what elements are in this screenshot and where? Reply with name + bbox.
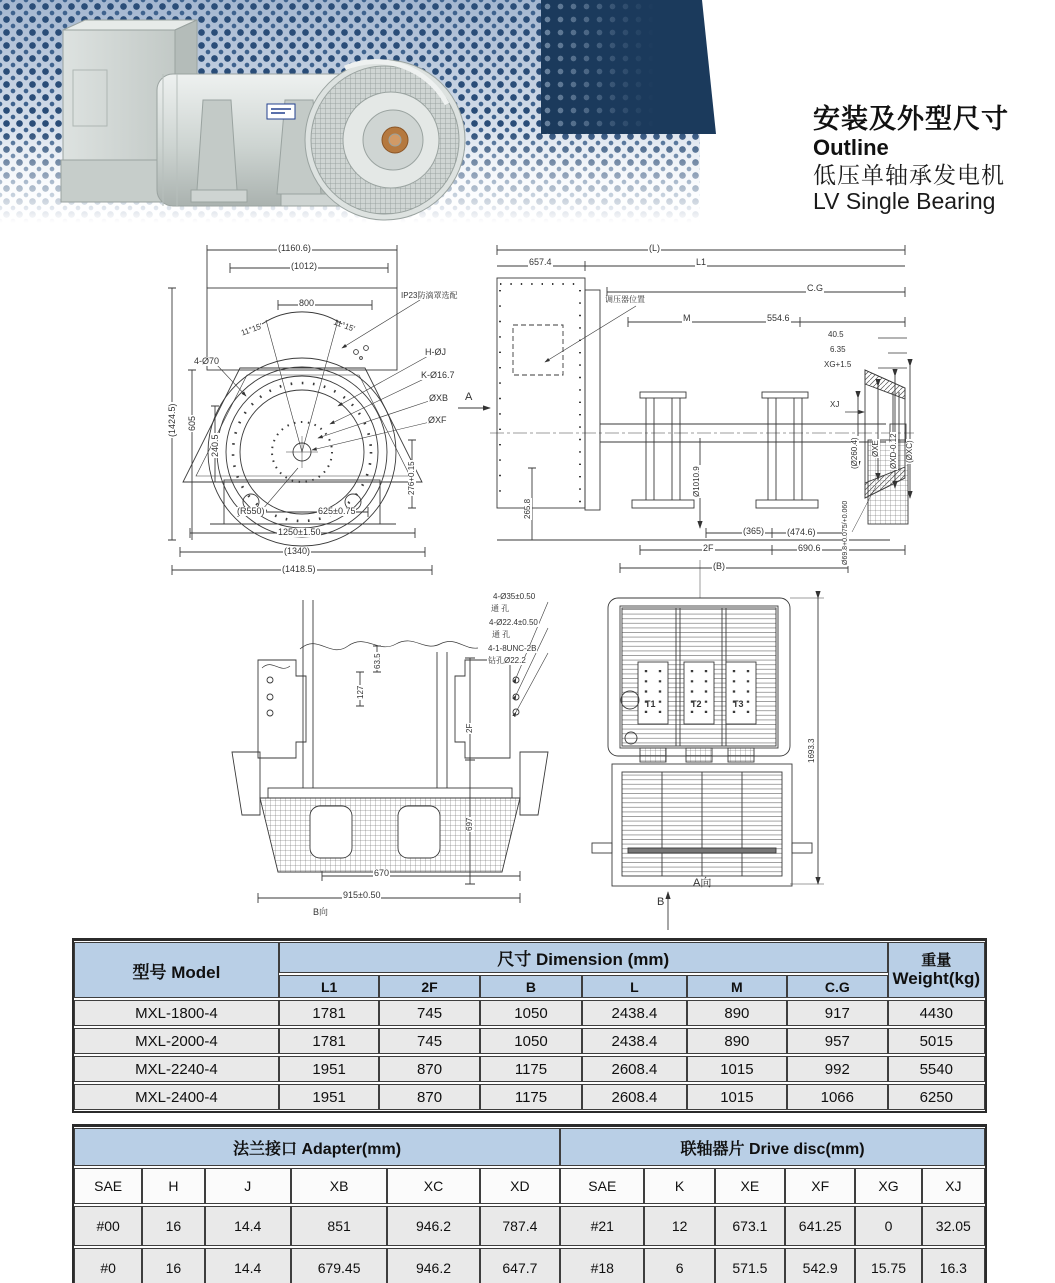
- terminal-label: T3: [733, 699, 744, 709]
- table-cell: 15.75: [855, 1248, 921, 1283]
- dim-label: (R550): [237, 506, 265, 516]
- table-row: [74, 1206, 985, 1246]
- table-cell: 1951: [279, 1084, 379, 1110]
- col-header: XJ: [922, 1168, 985, 1204]
- col-header: SAE: [560, 1168, 644, 1204]
- col-header: XB: [291, 1168, 387, 1204]
- table-cell: 5540: [888, 1056, 985, 1082]
- dim-label: ØXE: [871, 440, 880, 457]
- table-cell: 6: [644, 1248, 714, 1283]
- table-cell: 1951: [279, 1056, 379, 1082]
- table-cell: 890: [687, 1000, 787, 1026]
- table-cell: 1175: [480, 1056, 582, 1082]
- dim-label: ØXB: [429, 393, 449, 403]
- dim-label: C.G: [807, 283, 824, 293]
- dim-label: 605: [187, 415, 197, 431]
- dim-label: 657.4: [529, 257, 552, 267]
- header-weight-cn: 重量: [921, 951, 952, 969]
- table-cell: #0: [74, 1248, 142, 1283]
- table-cell: 16: [142, 1206, 204, 1246]
- dim-label: 265.8: [523, 498, 532, 519]
- col-header: XE: [715, 1168, 785, 1204]
- table-cell: 16.3: [922, 1248, 985, 1283]
- table-cell: 957: [787, 1028, 887, 1054]
- dim-label: 4-1-8UNC-2B: [488, 644, 537, 653]
- dim-label: Ø69.8+0.075/+0.060: [842, 500, 849, 565]
- header-weight-en: Weight(kg): [892, 968, 981, 988]
- dim-label: (ØXC): [905, 440, 914, 463]
- table-cell: 946.2: [387, 1206, 479, 1246]
- view-label: B向: [313, 907, 329, 917]
- dim-label: 625±0.75: [318, 506, 356, 516]
- table-cell: 1015: [687, 1084, 787, 1110]
- table-cell: 14.4: [205, 1248, 291, 1283]
- table-cell: 12: [644, 1206, 714, 1246]
- dim-label: 4-Ø35±0.50: [493, 592, 536, 601]
- table-cell: 917: [787, 1000, 887, 1026]
- dim-label: ØXF: [428, 415, 447, 425]
- dim-label: (L): [649, 243, 660, 253]
- view-label: A向: [693, 877, 712, 889]
- dim-label: (1418.5): [282, 564, 316, 574]
- table-cell: 851: [291, 1206, 387, 1246]
- table-cell: 32.05: [922, 1206, 985, 1246]
- table-cell: 571.5: [715, 1248, 785, 1283]
- dim-label: (1012): [291, 261, 318, 271]
- dim-label: Ø1010.9: [692, 466, 701, 497]
- table-cell: 870: [379, 1056, 479, 1082]
- table-cell: #18: [560, 1248, 644, 1283]
- group-header-adapter: 法兰接口 Adapter(mm): [74, 1128, 560, 1166]
- model-cell: MXL-2240-4: [74, 1056, 279, 1082]
- table-cell: 1066: [787, 1084, 887, 1110]
- dim-label: 40.5: [828, 330, 844, 339]
- page-subtitle-cn: 低压单轴承发电机: [813, 161, 1005, 188]
- model-cell: MXL-1800-4: [74, 1000, 279, 1026]
- col-header: 2F: [379, 975, 479, 998]
- table-cell: 870: [379, 1084, 479, 1110]
- dim-label: 4-Ø70: [194, 356, 220, 366]
- dim-label: 240.5: [210, 434, 220, 457]
- table-cell: 787.4: [480, 1206, 560, 1246]
- terminal-label: T1: [645, 699, 656, 709]
- col-header: SAE: [74, 1168, 142, 1204]
- col-header: M: [687, 975, 787, 998]
- model-cell: MXL-2000-4: [74, 1028, 279, 1054]
- dim-label: 554.6: [767, 313, 790, 323]
- table-cell: 946.2: [387, 1248, 479, 1283]
- col-header: J: [205, 1168, 291, 1204]
- table-row: [74, 1084, 985, 1110]
- dim-label: 通 孔: [492, 630, 511, 639]
- dim-label: 1250±1.50: [278, 527, 321, 537]
- table-cell: 890: [687, 1028, 787, 1054]
- dim-label: (1340): [284, 546, 311, 556]
- dim-label: 6.35: [830, 345, 846, 354]
- page-title-cn: 安装及外型尺寸: [813, 104, 1009, 134]
- dim-label: (365): [743, 526, 765, 536]
- dim-label: 调压器位置: [605, 295, 645, 304]
- table-row: [74, 1000, 985, 1026]
- front-view: [168, 245, 432, 575]
- col-header: C.G: [787, 975, 887, 998]
- col-header: L: [582, 975, 686, 998]
- table-cell: 992: [787, 1056, 887, 1082]
- dim-label: 2F: [465, 723, 474, 733]
- col-header: XC: [387, 1168, 479, 1204]
- dim-label: H-ØJ: [425, 347, 446, 357]
- table-cell: 1050: [480, 1000, 582, 1026]
- grille-view: [592, 560, 824, 930]
- col-header: XD: [480, 1168, 560, 1204]
- dim-label: ØXD-0.12: [889, 433, 898, 469]
- table-cell: 745: [379, 1000, 479, 1026]
- col-header: L1: [279, 975, 379, 998]
- table-cell: 2608.4: [582, 1056, 686, 1082]
- table-cell: 4430: [888, 1000, 985, 1026]
- table-cell: 0: [855, 1206, 921, 1246]
- table-cell: 2438.4: [582, 1028, 686, 1054]
- table-cell: #00: [74, 1206, 142, 1246]
- view-arrow-label: B: [657, 896, 665, 908]
- dim-label: K-Ø16.7: [421, 370, 455, 380]
- view-arrow-label: A: [465, 391, 473, 403]
- header-weight: [888, 942, 985, 998]
- table-cell: 1781: [279, 1000, 379, 1026]
- col-header: H: [142, 1168, 204, 1204]
- dim-label: 11°15′: [239, 321, 264, 338]
- dim-label: 通 孔: [491, 604, 510, 613]
- table-cell: #21: [560, 1206, 644, 1246]
- dim-label: (1160.6): [278, 243, 311, 253]
- table-cell: 641.25: [785, 1206, 855, 1246]
- dim-label: 11°15′: [332, 317, 357, 334]
- dim-label: 1693.3: [807, 738, 816, 763]
- dimension-table: [72, 938, 987, 1113]
- table-cell: 1781: [279, 1028, 379, 1054]
- dim-label: XG+1.5: [824, 360, 852, 369]
- table-cell: 1050: [480, 1028, 582, 1054]
- table-row: [74, 1028, 985, 1054]
- dim-label: 63.5: [373, 653, 382, 669]
- table-cell: 5015: [888, 1028, 985, 1054]
- table-cell: 2438.4: [582, 1000, 686, 1026]
- model-cell: MXL-2400-4: [74, 1084, 279, 1110]
- table-cell: 1015: [687, 1056, 787, 1082]
- table-cell: 745: [379, 1028, 479, 1054]
- table-cell: 542.9: [785, 1248, 855, 1283]
- dim-label: IP23防滴罩选配: [401, 291, 458, 300]
- dim-label: 670: [374, 868, 390, 878]
- table-cell: 673.1: [715, 1206, 785, 1246]
- col-header: B: [480, 975, 582, 998]
- table-cell: 2608.4: [582, 1084, 686, 1110]
- dim-label: 915±0.50: [343, 890, 381, 900]
- dim-label: 800: [299, 298, 315, 308]
- dim-label: (Ø260.4): [850, 437, 859, 469]
- col-header: XF: [785, 1168, 855, 1204]
- dim-label: 127: [356, 685, 365, 699]
- table-cell: 679.45: [291, 1248, 387, 1283]
- table-cell: 647.7: [480, 1248, 560, 1283]
- col-header: XG: [855, 1168, 921, 1204]
- header-model: 型号 Model: [74, 942, 279, 998]
- dim-label: M: [683, 313, 691, 323]
- table-cell: 6250: [888, 1084, 985, 1110]
- dim-label: 276+0.15: [407, 461, 416, 495]
- terminal-label: T2: [691, 699, 702, 709]
- dim-label: 钻孔Ø22.2: [488, 656, 526, 665]
- page-title-en: Outline: [813, 135, 889, 161]
- table-cell: 16: [142, 1248, 204, 1283]
- dim-label: 4-Ø22.4±0.50: [489, 618, 538, 627]
- header-dimension: 尺寸 Dimension (mm): [279, 942, 888, 973]
- table-row: [74, 1056, 985, 1082]
- col-header: K: [644, 1168, 714, 1204]
- adapter-table: [72, 1124, 987, 1283]
- dim-label: (B): [713, 561, 725, 571]
- table-cell: 14.4: [205, 1206, 291, 1246]
- dim-label: 697: [465, 817, 474, 831]
- dim-label: 2F: [703, 543, 714, 553]
- dim-label: 690.6: [798, 543, 821, 553]
- dim-label: (1424.5): [167, 403, 177, 437]
- page-subtitle-en: LV Single Bearing: [813, 187, 996, 214]
- table-row: [74, 1248, 985, 1283]
- group-header-drive-disc: 联轴器片 Drive disc(mm): [560, 1128, 985, 1166]
- dim-label: XJ: [830, 400, 840, 409]
- table-cell: 1175: [480, 1084, 582, 1110]
- dim-label: (474.6): [787, 527, 816, 537]
- dim-label: L1: [696, 257, 707, 267]
